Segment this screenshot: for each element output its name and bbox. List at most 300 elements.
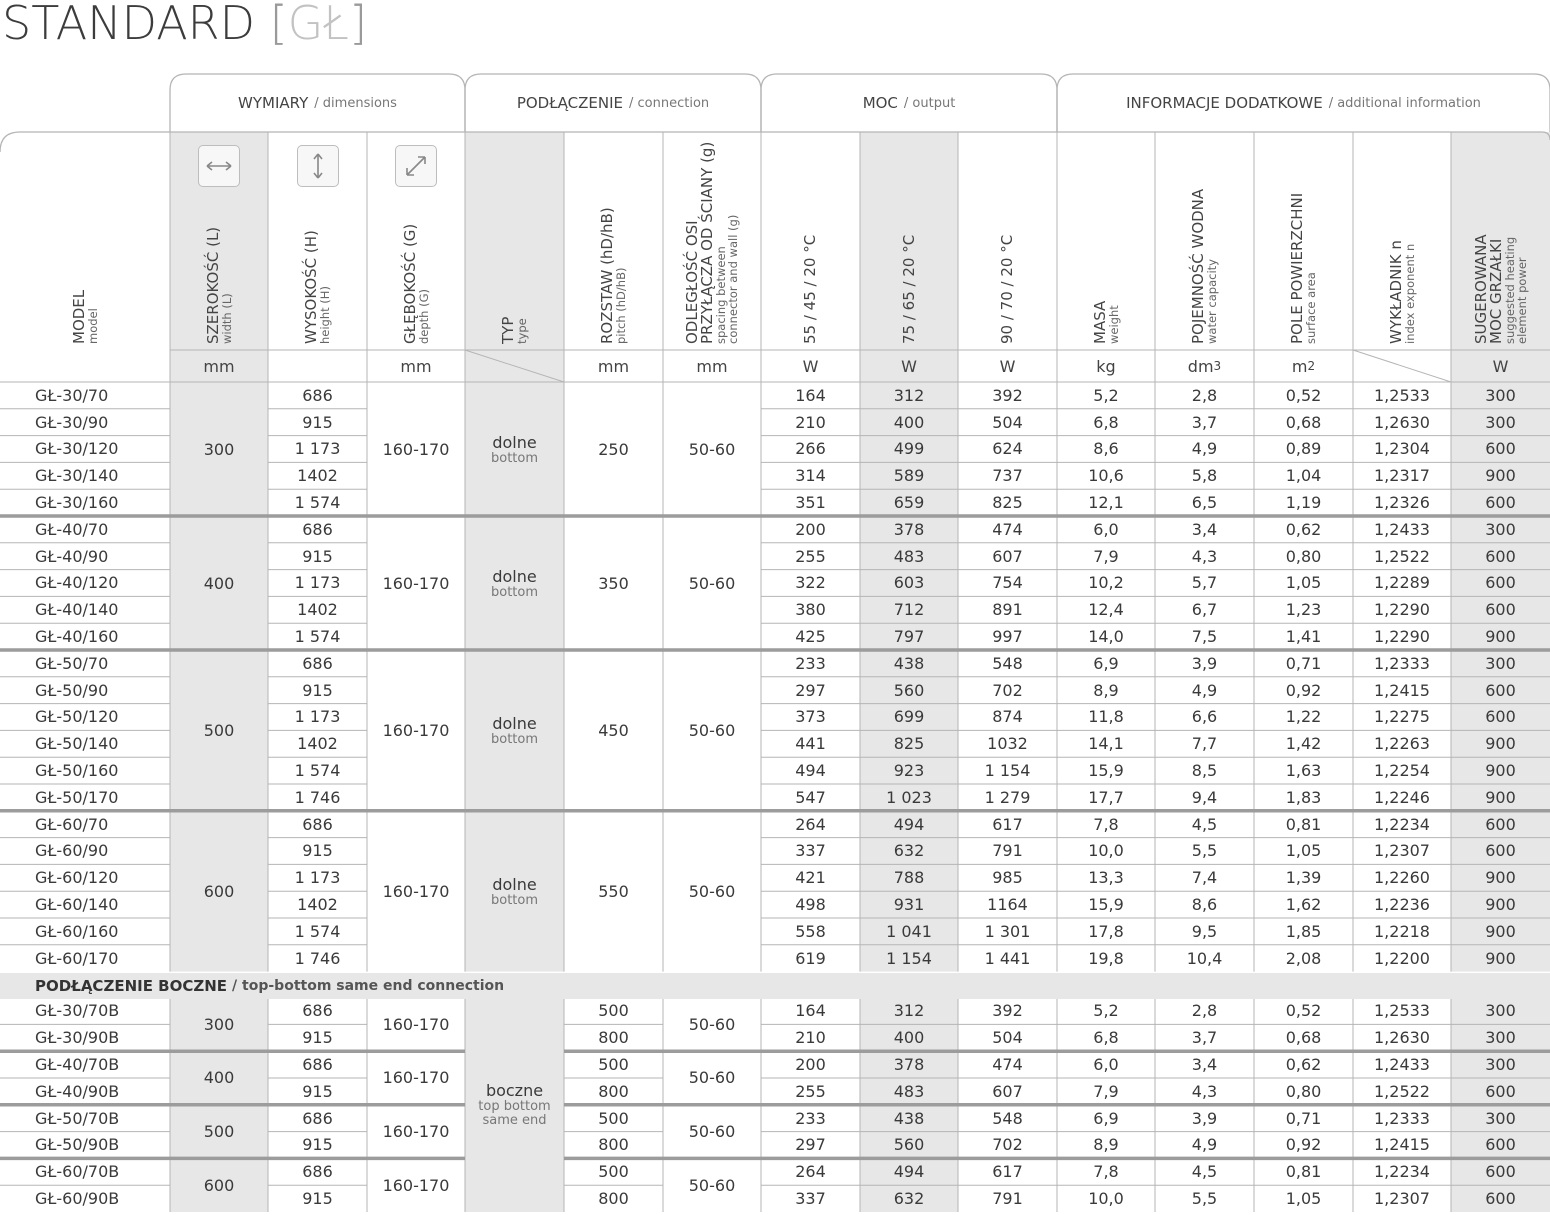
data-cell: 1402: [297, 600, 338, 620]
column-header-label: SZEROKOŚĆ (L): [203, 226, 222, 344]
data-cell: 915: [302, 1189, 333, 1209]
data-cell: 1,2234: [1374, 814, 1430, 834]
data-cell: 380: [795, 600, 826, 620]
data-cell: 607: [992, 546, 1023, 566]
column-header-label: 55 / 45 / 20 °C: [801, 234, 819, 344]
data-cell: 825: [992, 493, 1023, 513]
data-cell: 1,2333: [1374, 1108, 1430, 1128]
data-cell: 632: [893, 1189, 925, 1209]
data-cell: 558: [795, 921, 826, 941]
width-cell: 400: [203, 573, 235, 593]
data-cell: 1,05: [1285, 1189, 1322, 1209]
data-cell: 600: [1485, 546, 1516, 566]
data-cell: 300: [1485, 1108, 1516, 1128]
data-cell: 8,6: [1093, 439, 1119, 459]
data-cell: 233: [795, 653, 826, 673]
data-cell: 300: [1485, 1055, 1516, 1075]
data-cell: 1 173: [294, 707, 341, 727]
data-cell: 4,3: [1191, 546, 1218, 566]
column-header: [12, 144, 158, 344]
data-cell: 1 173: [294, 439, 341, 459]
data-cell: 791: [992, 841, 1023, 861]
type-cell: [465, 811, 564, 972]
data-cell: 1 746: [294, 787, 341, 807]
data-cell: 0,80: [1285, 546, 1322, 566]
data-cell: 686: [302, 1108, 333, 1128]
column-header-label: SUGEROWANA: [1471, 234, 1490, 344]
data-cell: 548: [992, 1108, 1023, 1128]
data-cell: 1,2290: [1374, 627, 1430, 647]
data-cell: 1,2307: [1374, 841, 1430, 861]
data-cell: 1 041: [886, 921, 932, 941]
width-cell: 500: [203, 720, 235, 740]
depth-cell: 160-170: [382, 1122, 450, 1142]
data-cell: 1,2433: [1374, 519, 1430, 539]
data-cell: 702: [992, 680, 1023, 700]
data-cell: 1402: [297, 895, 338, 915]
data-cell: 800: [598, 1028, 629, 1048]
data-cell: 915: [302, 412, 333, 432]
pitch-cell: 550: [598, 881, 629, 901]
data-cell: 300: [1485, 412, 1516, 432]
data-cell: 0,71: [1285, 1108, 1322, 1128]
column-unit: mm: [203, 356, 235, 376]
group-label: WYMIARY: [238, 94, 309, 112]
data-cell: 233: [795, 1108, 826, 1128]
data-cell: 1,2630: [1374, 1028, 1430, 1048]
column-header: [970, 144, 1045, 344]
data-cell: 1,2630: [1374, 412, 1430, 432]
data-cell: 10,0: [1088, 841, 1124, 861]
data-cell: 1,2415: [1374, 1135, 1430, 1155]
data-cell: 6,8: [1093, 1028, 1119, 1048]
data-cell: 547: [795, 787, 826, 807]
data-cell: 14,1: [1088, 734, 1124, 754]
data-cell: 1,62: [1285, 895, 1322, 915]
data-cell: 4,5: [1191, 814, 1218, 834]
width-cell: 300: [203, 439, 235, 459]
spacing-cell: 50-60: [688, 573, 736, 593]
column-header: [1167, 144, 1242, 344]
data-cell: 494: [893, 814, 925, 834]
data-cell: 0,71: [1285, 653, 1322, 673]
data-cell: 9,5: [1191, 921, 1218, 941]
data-cell: 6,6: [1191, 707, 1218, 727]
data-cell: 915: [302, 680, 333, 700]
data-cell: 500: [598, 1162, 629, 1182]
depth-cell: 160-170: [382, 439, 450, 459]
group-sublabel: / additional information: [1328, 95, 1481, 111]
width-cell: 300: [203, 1014, 235, 1034]
data-cell: 900: [1485, 466, 1516, 486]
data-cell: 1,05: [1285, 841, 1322, 861]
data-cell: 1,2234: [1374, 1162, 1430, 1182]
side-section-subtitle: / top-bottom same end connection: [232, 978, 505, 994]
column-unit: W: [802, 356, 819, 376]
data-cell: 1,2307: [1374, 1189, 1430, 1209]
data-cell: 1 023: [886, 787, 932, 807]
column-header-label: 75 / 65 / 20 °C: [899, 234, 918, 344]
data-cell: 1,2236: [1374, 895, 1430, 915]
data-cell: 6,0: [1093, 1055, 1119, 1075]
data-cell: 4,9: [1191, 1135, 1218, 1155]
data-cell: 9,4: [1191, 787, 1218, 807]
data-cell: 560: [893, 680, 925, 700]
data-cell: 6,5: [1191, 493, 1218, 513]
width-cell: 600: [203, 1175, 235, 1195]
data-cell: 1,2275: [1374, 707, 1430, 727]
data-cell: 3,4: [1191, 519, 1218, 539]
group-label: PODŁĄCZENIE: [516, 94, 624, 112]
spacing-cell: 50-60: [688, 720, 736, 740]
group-header: [465, 74, 761, 132]
data-cell: 825: [893, 734, 925, 754]
data-cell: 1,23: [1285, 600, 1322, 620]
data-cell: 0,92: [1285, 680, 1322, 700]
model-cell: GŁ-60/90B: [35, 1189, 120, 1209]
data-cell: 1032: [987, 734, 1028, 754]
model-cell: GŁ-60/160: [35, 921, 119, 941]
data-cell: 915: [302, 1081, 333, 1101]
data-cell: 0,68: [1285, 412, 1322, 432]
data-cell: 699: [893, 707, 925, 727]
column-header-sublabel: width (L): [219, 293, 234, 344]
data-cell: 378: [893, 1055, 925, 1075]
column-header: [675, 141, 749, 344]
model-cell: GŁ-40/70: [35, 519, 109, 539]
column-header-label: MOC GRZAŁKI: [1486, 238, 1505, 344]
data-cell: 6,7: [1191, 600, 1218, 620]
data-cell: 985: [992, 868, 1023, 888]
data-cell: 1,2533: [1374, 1001, 1430, 1021]
type-label: boczne: [485, 1081, 544, 1101]
type-cell: [465, 998, 564, 1212]
data-cell: 1 173: [294, 868, 341, 888]
data-cell: 0,52: [1285, 385, 1322, 405]
data-cell: 210: [795, 412, 826, 432]
data-cell: 438: [893, 653, 925, 673]
data-cell: 900: [1485, 787, 1516, 807]
data-cell: 5,5: [1191, 1189, 1218, 1209]
data-cell: 600: [1485, 1189, 1516, 1209]
column-header-label: POLE POWIERZCHNI: [1288, 192, 1306, 344]
data-cell: 754: [992, 573, 1023, 593]
model-cell: GŁ-30/70: [35, 385, 109, 405]
data-cell: 1,2415: [1374, 680, 1430, 700]
type-cell: [465, 382, 564, 516]
data-cell: 5,8: [1191, 466, 1218, 486]
data-cell: 600: [1485, 1135, 1516, 1155]
data-cell: 1 301: [984, 921, 1031, 941]
data-cell: 1,2246: [1374, 787, 1430, 807]
data-cell: 900: [1485, 761, 1516, 781]
spacing-cell: 50-60: [688, 1122, 736, 1142]
column-unit: mm: [696, 356, 728, 376]
data-cell: 3,7: [1191, 412, 1218, 432]
column-unit: m 2: [1291, 356, 1316, 376]
data-cell: 1,2522: [1374, 1081, 1430, 1101]
data-cell: 600: [1485, 1162, 1516, 1182]
data-cell: 3,4: [1191, 1055, 1218, 1075]
depth-cell: 160-170: [382, 1175, 450, 1195]
data-cell: 13,3: [1088, 868, 1124, 888]
pitch-cell: 450: [598, 720, 629, 740]
data-cell: 498: [795, 895, 826, 915]
data-cell: 737: [992, 466, 1023, 486]
spacing-cell: 50-60: [688, 1068, 736, 1088]
column-header-label: ROZSTAW (hD/hB): [598, 207, 616, 344]
depth-arrow-icon: [395, 145, 437, 187]
data-cell: 1,2433: [1374, 1055, 1430, 1075]
column-header-sublabel: index exponent n: [1402, 243, 1417, 344]
data-cell: 2,8: [1191, 1001, 1218, 1021]
type-label: dolne: [492, 432, 537, 452]
model-cell: GŁ-40/90: [35, 546, 109, 566]
model-cell: GŁ-50/170: [35, 787, 119, 807]
data-cell: 8,6: [1191, 895, 1218, 915]
data-cell: 702: [992, 1135, 1023, 1155]
data-cell: 600: [1485, 814, 1516, 834]
data-cell: 686: [302, 1001, 333, 1021]
column-header-sublabel: pitch (hD/hB): [614, 267, 628, 344]
model-cell: GŁ-50/90: [35, 680, 109, 700]
type-cell: [465, 516, 564, 650]
unit-diagonal: [1353, 350, 1451, 382]
group-header: [170, 74, 465, 132]
width-cell: 400: [203, 1068, 235, 1088]
data-cell: 1,22: [1285, 707, 1322, 727]
data-cell: 1402: [297, 734, 338, 754]
data-cell: 474: [992, 1055, 1023, 1075]
column-unit: mm: [597, 356, 630, 376]
data-cell: 1402: [297, 466, 338, 486]
data-cell: 600: [1485, 439, 1516, 459]
data-cell: 1,2533: [1374, 385, 1430, 405]
data-cell: 915: [302, 546, 333, 566]
data-cell: 1,2333: [1374, 653, 1430, 673]
column-header-sublabel: weight: [1106, 305, 1121, 344]
title-bracket-close: ]: [349, 0, 368, 50]
type-sublabel: same end: [482, 1113, 547, 1129]
data-cell: 600: [1485, 600, 1516, 620]
data-cell: 392: [992, 385, 1023, 405]
column-header: [1463, 144, 1538, 344]
data-cell: 0,80: [1285, 1081, 1322, 1101]
column-header: [1069, 144, 1143, 344]
column-header-sublabel: connector and wall (g): [726, 214, 740, 344]
data-cell: 915: [302, 1135, 333, 1155]
column-header-label: ODLEGŁOŚĆ OSI: [683, 220, 701, 344]
data-cell: 800: [598, 1189, 629, 1209]
model-cell: GŁ-60/70B: [35, 1162, 120, 1182]
data-cell: 10,0: [1088, 1189, 1124, 1209]
data-cell: 1,04: [1285, 466, 1322, 486]
data-cell: 4,9: [1191, 439, 1218, 459]
column-header-label: MODEL: [69, 289, 88, 344]
data-cell: 1,83: [1285, 787, 1322, 807]
data-cell: 874: [992, 707, 1023, 727]
data-cell: 504: [992, 1028, 1023, 1048]
data-cell: 607: [992, 1081, 1023, 1101]
data-cell: 1,39: [1285, 868, 1322, 888]
data-cell: 297: [795, 1135, 826, 1155]
data-cell: 3,9: [1191, 653, 1218, 673]
data-cell: 300: [1485, 385, 1516, 405]
data-cell: 0,52: [1285, 1001, 1322, 1021]
data-cell: 8,9: [1093, 1135, 1119, 1155]
data-cell: 617: [992, 1162, 1023, 1182]
data-cell: 603: [893, 573, 925, 593]
data-cell: 15,9: [1088, 895, 1124, 915]
column-header-label: GŁĘBOKOŚĆ (G): [400, 223, 419, 344]
column-header-sublabel: spacing between: [714, 246, 728, 344]
column-header-sublabel: model: [85, 308, 100, 344]
group-header: [761, 74, 1057, 132]
data-cell: 0,81: [1285, 1162, 1322, 1182]
column-header-sublabel: water capacity: [1205, 259, 1219, 344]
data-cell: 504: [992, 412, 1023, 432]
model-cell: GŁ-60/140: [35, 895, 119, 915]
data-cell: 421: [795, 868, 826, 888]
data-cell: 7,7: [1191, 734, 1218, 754]
data-cell: 600: [1485, 680, 1516, 700]
depth-cell: 160-170: [382, 573, 450, 593]
data-cell: 1,2218: [1374, 921, 1430, 941]
model-cell: GŁ-50/70B: [35, 1108, 120, 1128]
column-header: [576, 144, 651, 344]
model-cell: GŁ-40/70B: [35, 1055, 120, 1075]
data-cell: 600: [1485, 573, 1516, 593]
column-unit: mm: [400, 356, 432, 376]
data-cell: 800: [598, 1081, 629, 1101]
data-cell: 17,8: [1088, 921, 1124, 941]
data-cell: 441: [795, 734, 826, 754]
data-cell: 800: [598, 1135, 629, 1155]
data-cell: 400: [893, 1028, 925, 1048]
data-cell: 560: [893, 1135, 925, 1155]
data-cell: 1 574: [294, 627, 341, 647]
data-cell: 15,9: [1088, 761, 1124, 781]
data-cell: 900: [1485, 921, 1516, 941]
data-cell: 1,2289: [1374, 573, 1430, 593]
data-cell: 19,8: [1088, 948, 1124, 968]
data-cell: 300: [1485, 519, 1516, 539]
model-cell: GŁ-50/160: [35, 761, 119, 781]
title-bracket-open: [: [269, 0, 288, 50]
data-cell: 17,7: [1088, 787, 1124, 807]
data-cell: 322: [795, 573, 826, 593]
data-cell: 1 441: [984, 948, 1031, 968]
data-cell: 300: [1485, 1028, 1516, 1048]
data-cell: 5,7: [1191, 573, 1218, 593]
data-cell: 1,2522: [1374, 546, 1430, 566]
type-sublabel: top bottom: [478, 1099, 551, 1115]
data-cell: 12,1: [1088, 493, 1124, 513]
data-cell: 1,2263: [1374, 734, 1430, 754]
data-cell: 548: [992, 653, 1023, 673]
model-cell: GŁ-50/120: [35, 707, 119, 727]
column-header-label: WYSOKOŚĆ (H): [302, 230, 320, 344]
column-header-sublabel: depth (G): [416, 288, 431, 344]
data-cell: 483: [893, 546, 925, 566]
data-cell: 7,9: [1093, 1081, 1119, 1101]
data-cell: 2,08: [1285, 948, 1322, 968]
data-cell: 4,3: [1191, 1081, 1218, 1101]
title-main: STANDARD: [2, 0, 256, 50]
data-cell: 351: [795, 493, 826, 513]
data-cell: 1,05: [1285, 573, 1322, 593]
model-cell: GŁ-40/140: [35, 600, 119, 620]
model-cell: GŁ-30/140: [35, 466, 119, 486]
spacing-cell: 50-60: [688, 881, 736, 901]
column-unit: dm 3: [1187, 356, 1222, 376]
data-cell: 210: [795, 1028, 826, 1048]
data-cell: 499: [893, 439, 925, 459]
data-cell: 1 154: [984, 761, 1031, 781]
data-cell: 1,41: [1285, 627, 1322, 647]
side-connection-section-header: [0, 973, 1550, 999]
type-label: dolne: [492, 874, 537, 894]
data-cell: 686: [302, 814, 333, 834]
data-cell: 1,2326: [1374, 493, 1430, 513]
column-header-label: MASA: [1090, 300, 1109, 344]
data-cell: 1 746: [294, 948, 341, 968]
data-cell: 7,8: [1093, 1162, 1119, 1182]
data-cell: 255: [795, 1081, 826, 1101]
depth-cell: 160-170: [382, 1068, 450, 1088]
column-header-label: WYKŁADNIK n: [1386, 240, 1405, 344]
data-cell: 500: [598, 1108, 629, 1128]
data-cell: 483: [893, 1081, 925, 1101]
data-cell: 500: [598, 1055, 629, 1075]
model-cell: GŁ-60/170: [35, 948, 119, 968]
data-cell: 7,9: [1093, 546, 1119, 566]
data-cell: 619: [795, 948, 826, 968]
data-cell: 392: [992, 1001, 1023, 1021]
data-cell: 686: [302, 519, 333, 539]
column-header-label: POJEMNOŚĆ WODNA: [1189, 188, 1207, 344]
column-header: [773, 144, 848, 344]
data-cell: 686: [302, 1162, 333, 1182]
data-cell: 686: [302, 653, 333, 673]
width-cell: 500: [203, 1122, 235, 1142]
model-cell: GŁ-40/90B: [35, 1081, 120, 1101]
data-cell: 1 574: [294, 761, 341, 781]
model-cell: GŁ-40/120: [35, 573, 119, 593]
data-cell: 891: [992, 600, 1023, 620]
data-cell: 164: [795, 1001, 826, 1021]
data-cell: 915: [302, 1028, 333, 1048]
data-cell: 931: [893, 895, 925, 915]
data-cell: 1 154: [886, 948, 932, 968]
column-header-sublabel: suggested heating: [1502, 236, 1517, 344]
data-cell: 200: [795, 519, 826, 539]
column-unit: W: [1492, 356, 1509, 376]
model-cell: GŁ-50/70: [35, 653, 109, 673]
data-cell: 200: [795, 1055, 826, 1075]
side-section-title: PODŁĄCZENIE BOCZNE: [35, 977, 228, 995]
data-cell: 1,63: [1285, 761, 1322, 781]
model-cell: GŁ-40/160: [35, 627, 119, 647]
model-cell: GŁ-30/160: [35, 493, 119, 513]
data-cell: 266: [795, 439, 826, 459]
depth-cell: 160-170: [382, 1014, 450, 1034]
column-header: [477, 144, 552, 344]
column-header-label: TYP: [499, 316, 517, 344]
data-cell: 164: [795, 385, 826, 405]
data-cell: 624: [992, 439, 1023, 459]
data-cell: 474: [992, 519, 1023, 539]
